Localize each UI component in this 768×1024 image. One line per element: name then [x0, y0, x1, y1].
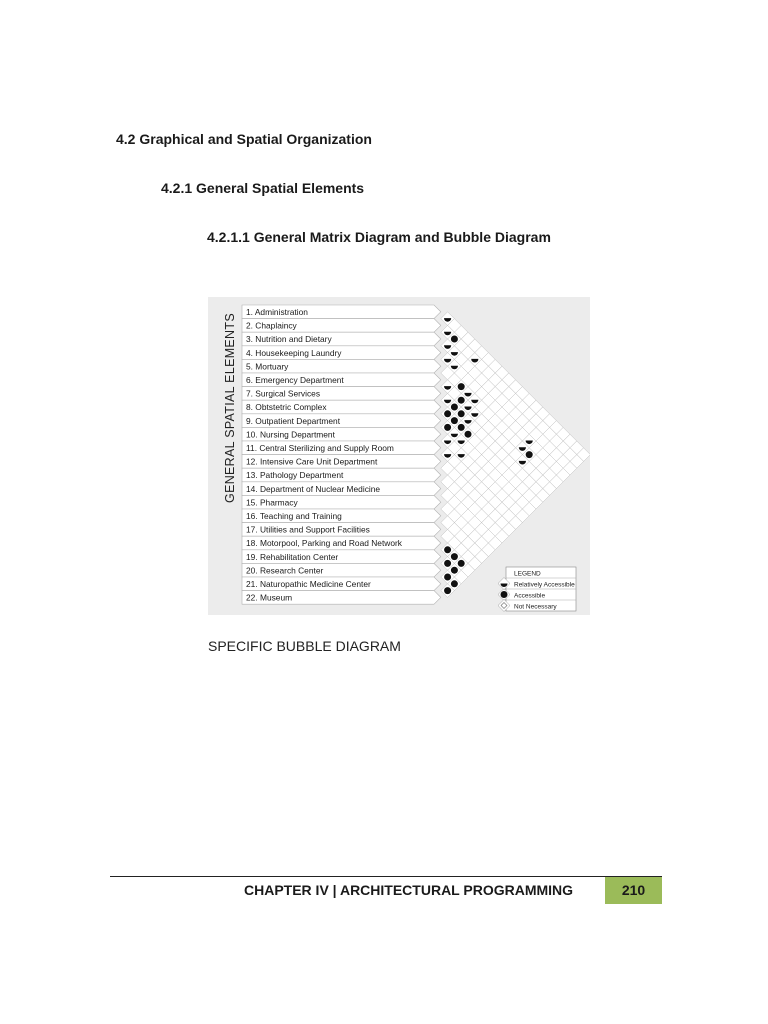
- axis-title: GENERAL SPATIAL ELEMENTS: [223, 313, 237, 503]
- footer-rule: [110, 876, 662, 877]
- element-label: 8. Obtstetric Complex: [246, 402, 327, 413]
- page-number-badge: [605, 877, 662, 904]
- accessible-marker: [444, 560, 451, 567]
- accessible-marker: [451, 567, 458, 574]
- element-label: 11. Central Sterilizing and Supply Room: [246, 443, 394, 453]
- legend-label-relatively-accessible: Relatively Accessible: [514, 581, 575, 589]
- accessible-marker: [451, 580, 458, 587]
- element-label: 17. Utilities and Support Facilities: [246, 524, 370, 535]
- accessible-marker: [444, 410, 451, 417]
- accessible-marker: [465, 431, 472, 438]
- legend-label-accessible: Accessible: [514, 592, 546, 600]
- accessible-marker: [451, 404, 458, 411]
- accessible-marker: [451, 553, 458, 560]
- accessible-marker: [458, 383, 465, 390]
- element-label: 22. Museum: [246, 592, 293, 603]
- page-number: 210: [621, 882, 646, 898]
- element-label: 15. Pharmacy: [246, 497, 298, 508]
- element-label: 3. Nutrition and Dietary: [246, 334, 332, 345]
- accessible-marker: [458, 560, 465, 567]
- legend-label-not-necessary: Not Necessary: [514, 603, 557, 611]
- element-label: 1. Administration: [246, 307, 308, 317]
- element-label: 13. Pathology Department: [246, 470, 344, 481]
- element-label: 20. Research Center: [246, 565, 324, 576]
- legend-accessible-icon: [501, 591, 508, 598]
- subsubsection-heading: 4.2.1.1 General Matrix Diagram and Bubble Diagram: [207, 229, 551, 245]
- accessible-marker: [444, 574, 451, 581]
- accessible-marker: [526, 451, 533, 458]
- element-label: 14. Department of Nuclear Medicine: [246, 483, 381, 494]
- legend-title: LEGEND: [514, 570, 541, 578]
- footer-chapter-title: CHAPTER IV | ARCHITECTURAL PROGRAMMING: [244, 882, 574, 898]
- accessible-marker: [444, 424, 451, 431]
- element-label: 10. Nursing Department: [246, 429, 335, 440]
- element-label: 9. Outpatient Department: [246, 415, 341, 426]
- element-label: 16. Teaching and Training: [246, 511, 342, 521]
- section-heading: 4.2 Graphical and Spatial Organization: [116, 131, 372, 147]
- element-label: 21. Naturopathic Medicine Center: [246, 579, 371, 589]
- element-label: 5. Mortuary: [246, 361, 289, 372]
- accessible-marker: [451, 336, 458, 343]
- subsection-heading: 4.2.1 General Spatial Elements: [161, 180, 365, 196]
- bubble-diagram-caption: SPECIFIC BUBBLE DIAGRAM: [208, 638, 401, 654]
- element-label: 6. Emergency Department: [246, 375, 344, 385]
- element-label: 2. Chaplaincy: [246, 320, 297, 331]
- element-rows: [242, 305, 441, 604]
- accessible-marker: [451, 417, 458, 424]
- accessible-marker: [458, 410, 465, 417]
- element-label: 18. Motorpool, Parking and Road Network: [246, 538, 402, 549]
- element-label: 12. Intensive Care Unit Department: [246, 456, 378, 467]
- element-label: 4. Housekeeping Laundry: [246, 347, 342, 358]
- legend: [498, 567, 576, 612]
- accessible-marker: [444, 546, 451, 553]
- accessible-marker: [444, 587, 451, 594]
- accessible-marker: [458, 424, 465, 431]
- element-label: 7. Surgical Services: [246, 388, 321, 399]
- general-matrix-diagram: [208, 297, 590, 615]
- element-label: 19. Rehabilitation Center: [246, 551, 339, 562]
- accessible-marker: [458, 397, 465, 404]
